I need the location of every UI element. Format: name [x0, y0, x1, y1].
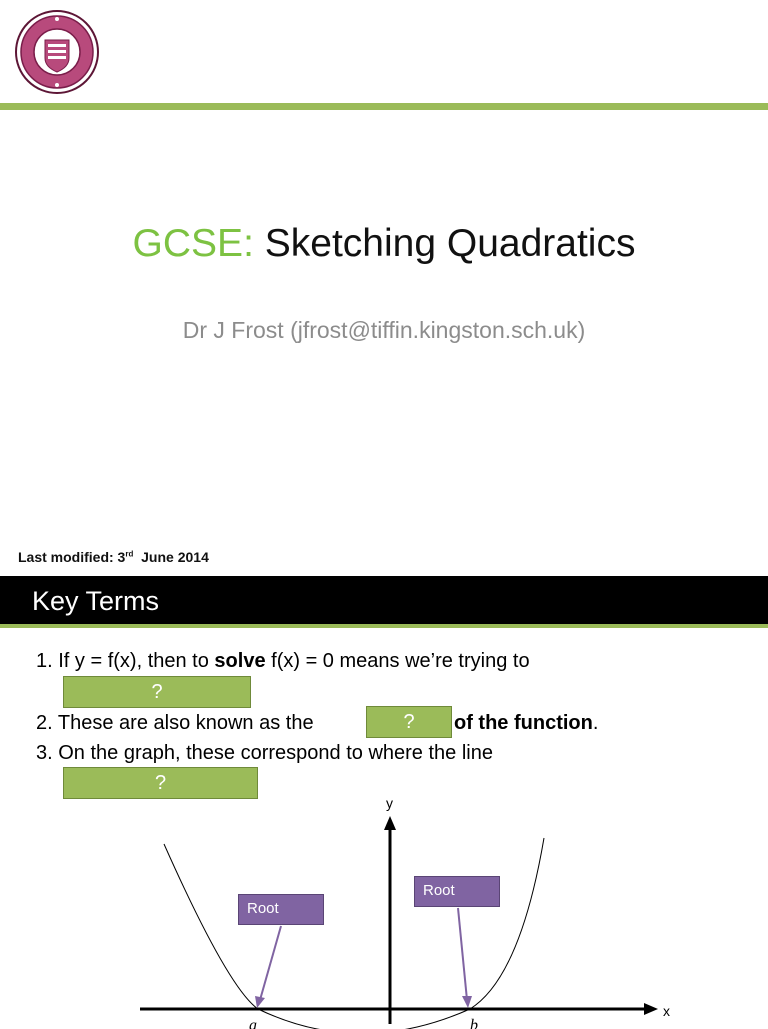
term-item-2-end: [454, 710, 598, 736]
item-number: 1.: [36, 650, 53, 672]
root-arrow-left: [260, 926, 281, 1000]
x-axis-arrow: [644, 1003, 658, 1015]
item-text: If y = f(x), then to: [58, 650, 215, 672]
hidden-answer-box[interactable]: ?: [63, 676, 251, 708]
heading-divider: [0, 624, 768, 628]
title-accent: GCSE:: [132, 222, 254, 265]
term-item-2: [36, 710, 319, 736]
item-text: f(x) = 0 means we’re trying to: [265, 650, 530, 672]
last-modified-suffix: June 2014: [133, 549, 209, 565]
title-text: Sketching Quadratics: [253, 222, 636, 265]
item-bold-text: of the function: [454, 712, 593, 734]
term-item-3: [36, 740, 493, 766]
slide-title: [0, 220, 768, 268]
item-number: 2.: [36, 712, 53, 734]
item-number: 3.: [36, 742, 53, 764]
root-arrow-right: [458, 908, 467, 1000]
header-divider: [0, 103, 768, 110]
school-crest-icon: [14, 9, 100, 95]
y-axis-label: y: [386, 795, 393, 811]
y-axis-arrow: [384, 816, 396, 830]
item-text: .: [592, 712, 599, 734]
quadratic-graph: [0, 788, 768, 1029]
root-arrowhead-left: [255, 996, 265, 1008]
key-terms-slide: [0, 576, 768, 1029]
last-modified-sup: rd: [125, 549, 134, 559]
parabola-curve: [164, 838, 544, 1029]
last-modified-prefix: Last modified: 3: [18, 549, 126, 565]
hidden-answer-box[interactable]: ?: [63, 767, 258, 799]
x-axis-label: x: [663, 1003, 670, 1019]
last-modified: [18, 549, 209, 565]
hidden-answer-box[interactable]: ?: [366, 706, 452, 738]
graph-canvas: [0, 788, 768, 1029]
root-label-right: Root: [414, 876, 500, 907]
root-a-label: a: [249, 1017, 257, 1029]
item-bold-text: solve: [214, 650, 266, 672]
header-bar: [0, 576, 768, 624]
root-b-label: b: [470, 1017, 478, 1029]
item-text: On the graph, these correspond to where the line: [58, 742, 493, 764]
root-label-left: Root: [238, 894, 324, 925]
root-arrowhead-right: [462, 996, 472, 1008]
item-text: These are also known as the: [57, 712, 320, 734]
author-line: Dr J Frost (jfrost@tiffin.kingston.sch.uk): [182, 317, 586, 343]
slide-heading: Key Terms: [32, 586, 160, 616]
term-item-1: [36, 648, 530, 674]
